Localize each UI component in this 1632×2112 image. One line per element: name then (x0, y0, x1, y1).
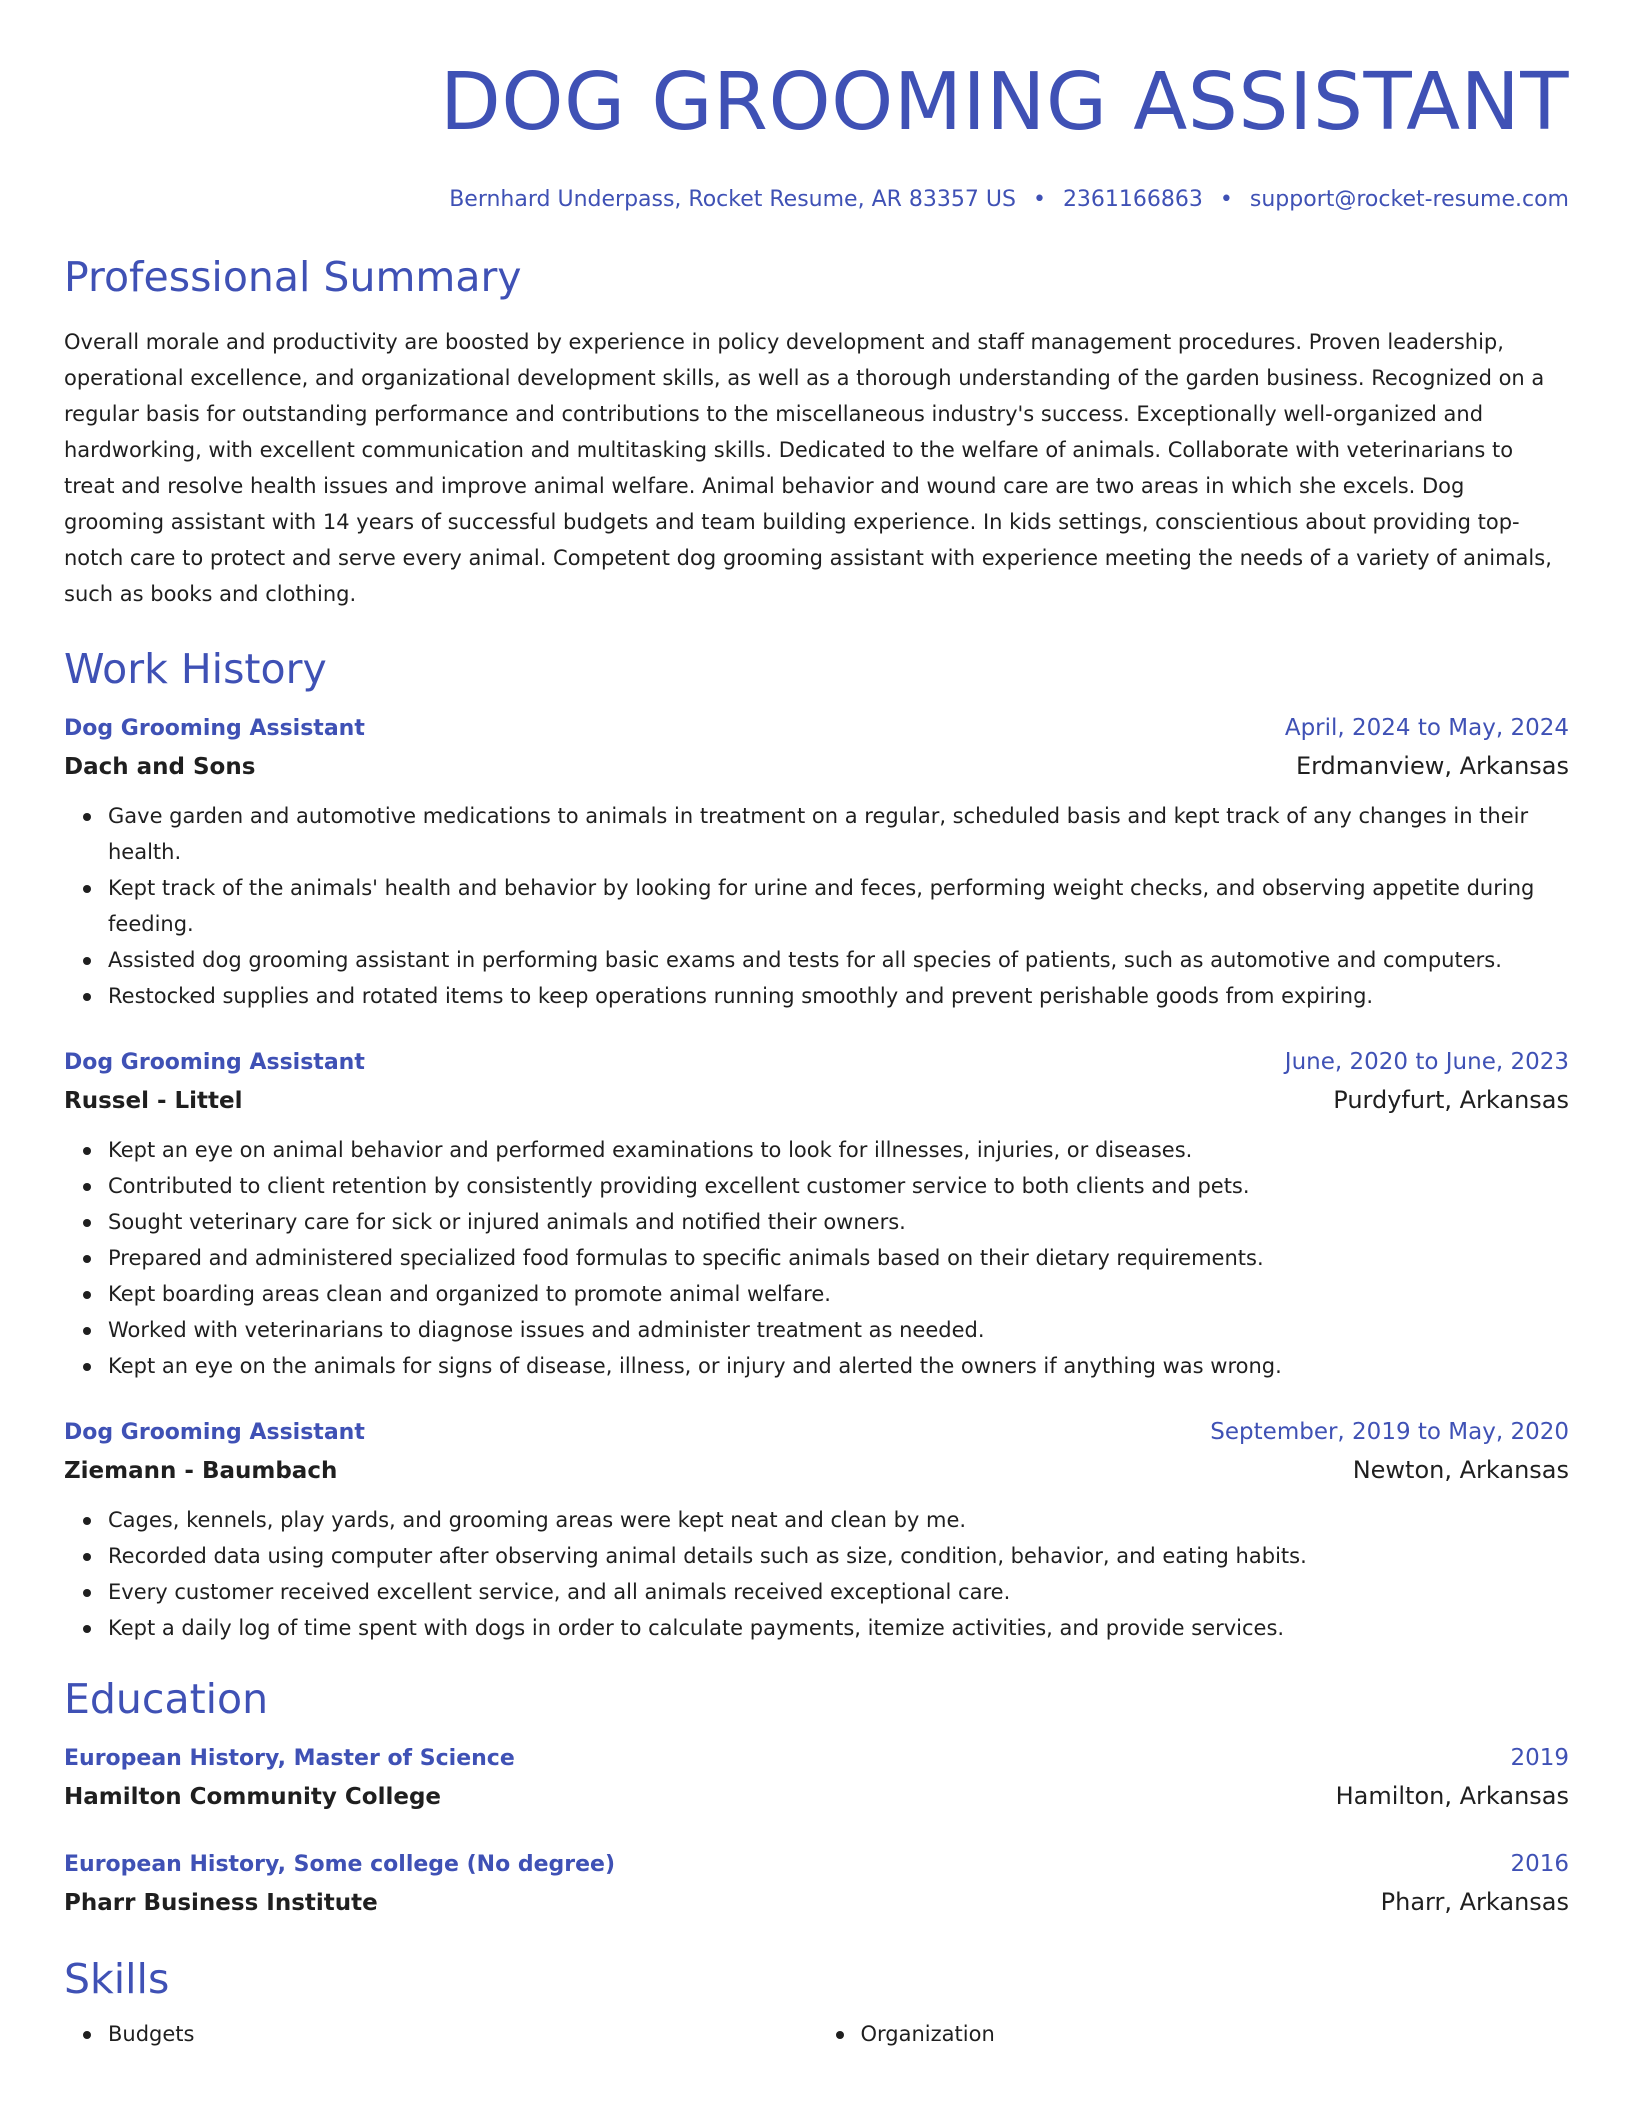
contact-line (64, 185, 1569, 215)
skills-grid (64, 2016, 1569, 2052)
skill-item: Budgets (108, 2016, 817, 2052)
job-duty: Gave garden and automotive medications to animals in treatment on a regular, scheduled basis and kept track of any changes in their health. (108, 798, 1569, 870)
job-dates: April, 2024 to May, 2024 (1284, 715, 1569, 741)
contact-address: Bernhard Underpass, Rocket Resume, AR 83357 US (449, 187, 1016, 212)
job-duty: Recorded data using computer after observing animal details such as size, condition, behavior, and eating habits. (108, 1538, 1569, 1574)
contact-phone: 2361166863 (1062, 187, 1203, 212)
job-duty: Kept a daily log of time spent with dogs in order to calculate payments, itemize activities, and provide services. (108, 1610, 1569, 1646)
job-dates: June, 2020 to June, 2023 (1284, 1049, 1569, 1075)
job-duty: Worked with veterinarians to diagnose issues and administer treatment as needed. (108, 1312, 1569, 1348)
job-title: Dog Grooming Assistant (64, 716, 365, 741)
job-duties-list (64, 798, 1569, 1014)
job-duties-list (64, 1132, 1569, 1384)
job-company: Russel - Littel (64, 1088, 243, 1114)
job-entry (64, 1044, 1569, 1384)
job-duty: Sought veterinary care for sick or injured animals and notified their owners. (108, 1204, 1569, 1240)
job-dates: September, 2019 to May, 2020 (1210, 1419, 1569, 1445)
summary-paragraph: Overall morale and productivity are boosted by experience in policy development and staff management procedures. Proven leadership, operational excellence, and organizational development skills, as well as a thorough understanding of the garden business. Recognized on a regular basis for outstanding performance and contributions to the miscellaneous industry's success. Exceptionally well-organized and hardworking, with excellent communication and multitasking skills. Dedicated to the welfare of animals. Collaborate with veterinarians to treat and resolve health issues and improve animal welfare. Animal behavior and wound care are two areas in which she excels. Dog grooming assistant with 14 years of successful budgets and team building experience. In kids settings, conscientious about providing top-notch care to protect and serve every animal. Competent dog grooming assistant with experience meeting the needs of a variety of animals, such as books and clothing. (64, 330, 1552, 606)
section-heading-work-history: Work History (64, 645, 327, 693)
job-location: Erdmanview, Arkansas (1295, 752, 1569, 780)
education-school: Pharr Business Institute (64, 1890, 378, 1916)
section-heading-skills: Skills (64, 1955, 170, 2003)
job-location: Newton, Arkansas (1352, 1456, 1569, 1484)
job-duty: Kept an eye on animal behavior and performed examinations to look for illnesses, injuries, or diseases. (108, 1132, 1569, 1168)
education-location: Pharr, Arkansas (1380, 1888, 1569, 1916)
job-duty: Contributed to client retention by consistently providing excellent customer service to both clients and pets. (108, 1168, 1569, 1204)
job-duty: Kept track of the animals' health and behavior by looking for urine and feces, performing weight checks, and observing appetite during feeding. (108, 870, 1569, 942)
contact-email: support@rocket-resume.com (1249, 187, 1569, 212)
job-location: Purdyfurt, Arkansas (1333, 1086, 1569, 1114)
education-year: 2019 (1510, 1745, 1569, 1771)
education-location: Hamilton, Arkansas (1335, 1782, 1569, 1810)
section-heading-education: Education (64, 1675, 269, 1723)
job-entry (64, 710, 1569, 1014)
job-company: Ziemann - Baumbach (64, 1458, 338, 1484)
contact-separator: • (1219, 187, 1233, 212)
education-degree: European History, Some college (No degree) (64, 1852, 616, 1877)
education-year: 2016 (1510, 1851, 1569, 1877)
education-entry (64, 1846, 1569, 1922)
job-duty: Kept an eye on the animals for signs of disease, illness, or injury and alerted the owners if anything was wrong. (108, 1348, 1569, 1384)
job-company: Dach and Sons (64, 754, 256, 780)
job-duty: Cages, kennels, play yards, and grooming areas were kept neat and clean by me. (108, 1502, 1569, 1538)
job-duty: Every customer received excellent service, and all animals received exceptional care. (108, 1574, 1569, 1610)
job-title: Dog Grooming Assistant (64, 1420, 365, 1445)
job-duties-list (64, 1502, 1569, 1646)
section-heading-summary: Professional Summary (64, 253, 522, 301)
skills-column-left (64, 2016, 817, 2052)
job-duty: Kept boarding areas clean and organized to promote animal welfare. (108, 1276, 1569, 1312)
education-degree: European History, Master of Science (64, 1746, 515, 1771)
job-duty: Restocked supplies and rotated items to keep operations running smoothly and prevent perishable goods from expiring. (108, 978, 1569, 1014)
job-title: Dog Grooming Assistant (64, 1050, 365, 1075)
education-entry (64, 1740, 1569, 1816)
job-entry (64, 1414, 1569, 1646)
resume-title: DOG GROOMING ASSISTANT (440, 56, 1569, 148)
contact-separator: • (1032, 187, 1046, 212)
skill-item: Organization (861, 2016, 1570, 2052)
education-school: Hamilton Community College (64, 1784, 442, 1810)
job-duty: Assisted dog grooming assistant in performing basic exams and tests for all species of patients, such as automotive and computers. (108, 942, 1569, 978)
skills-column-right (817, 2016, 1570, 2052)
job-duty: Prepared and administered specialized food formulas to specific animals based on their dietary requirements. (108, 1240, 1569, 1276)
